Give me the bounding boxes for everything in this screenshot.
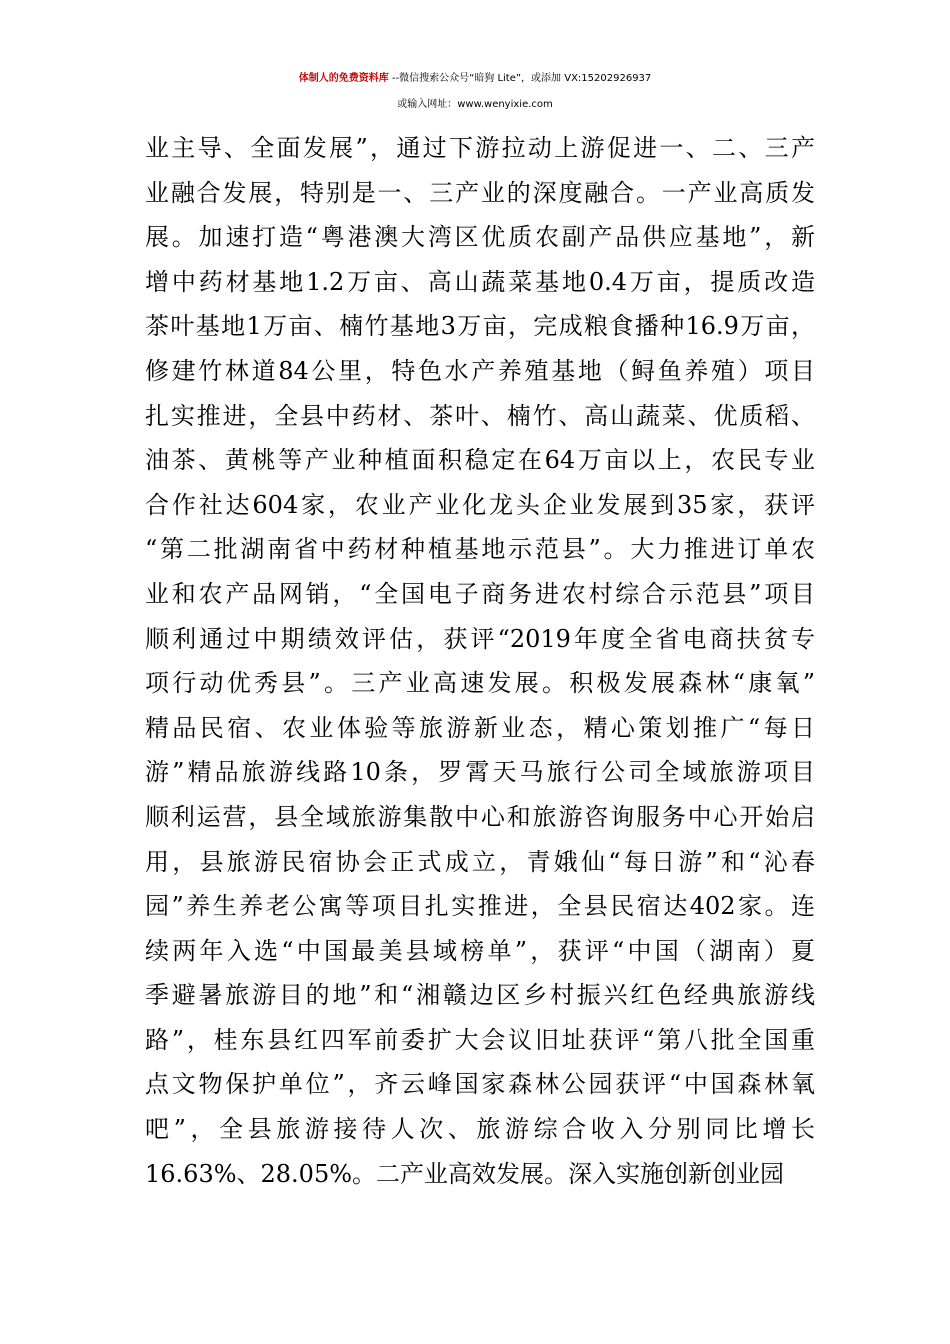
text-line: 茶叶基地1万亩、楠竹基地3万亩，完成粮食播种16.9万亩， — [145, 312, 815, 341]
text-line: 业和农产品网销，“全国电子商务进农村综合示范县”项目 — [145, 579, 815, 608]
text-line: 吧”，全县旅游接待人次、旅游综合收入分别同比增长 — [145, 1115, 815, 1144]
text-line: 增中药材基地1.2万亩、高山蔬菜基地0.4万亩，提质改造 — [145, 267, 815, 296]
text-line: 顺利通过中期绩效评估，获评“2019年度全省电商扶贫专 — [145, 624, 815, 653]
header-line-1 — [0, 66, 950, 92]
text-line: 用，县旅游民宿协会正式成立，青娥仙“每日游”和“沁春 — [145, 847, 815, 876]
text-line: 季避暑旅游目的地”和“湘赣边区乡村振兴红色经典旅游线 — [145, 981, 815, 1010]
text-line: 精品民宿、农业体验等旅游新业态，精心策划推广“每日 — [145, 713, 815, 742]
header-website: 或输入网址：www.wenyixie.com — [397, 99, 553, 110]
text-line: 园”养生养老公寓等项目扎实推进，全县民宿达402家。连 — [145, 892, 815, 921]
text-line: 油茶、黄桃等产业种植面积稳定在64万亩以上，农民专业 — [145, 446, 815, 475]
text-line: 合作社达604家，农业产业化龙头企业发展到35家，获评 — [145, 490, 815, 519]
header-brand: 体制人的免费资料库 — [298, 73, 389, 84]
header-contact: --微信搜索公众号“暗狗 Lite”，或添加 VX:15202926937 — [388, 73, 652, 84]
text-line: “第二批湖南省中药材种植基地示范县”。大力推进订单农 — [145, 535, 815, 564]
text-line: 扎实推进，全县中药材、茶叶、楠竹、高山蔬菜、优质稻、 — [145, 401, 815, 430]
text-line: 展。加速打造“粤港澳大湾区优质农副产品供应基地”，新 — [145, 223, 815, 252]
text-line: 16.63%、28.05%。二产业高效发展。深入实施创新创业园 — [145, 1159, 785, 1188]
text-line: 业融合发展，特别是一、三产业的深度融合。一产业高质发 — [145, 178, 815, 207]
page-header — [0, 66, 950, 118]
text-line: 业主导、全面发展”，通过下游拉动上游促进一、二、三产 — [145, 134, 815, 162]
text-line: 路”，桂东县红四军前委扩大会议旧址获评“第八批全国重 — [145, 1025, 815, 1054]
text-line: 续两年入选“中国最美县域榜单”，获评“中国（湖南）夏 — [145, 936, 815, 965]
text-line: 修建竹林道84公里，特色水产养殖基地（鲟鱼养殖）项目 — [145, 356, 815, 385]
text-line: 顺利运营，县全域旅游集散中心和旅游咨询服务中心开始启 — [145, 802, 815, 831]
body-paragraph — [145, 126, 815, 1196]
text-line: 项行动优秀县”。三产业高速发展。积极发展森林“康氧” — [145, 669, 815, 698]
text-line: 点文物保护单位”，齐云峰国家森林公园获评“中国森林氧 — [145, 1070, 815, 1099]
text-line: 游”精品旅游线路10条，罗霄天马旅行公司全域旅游项目 — [145, 758, 815, 787]
